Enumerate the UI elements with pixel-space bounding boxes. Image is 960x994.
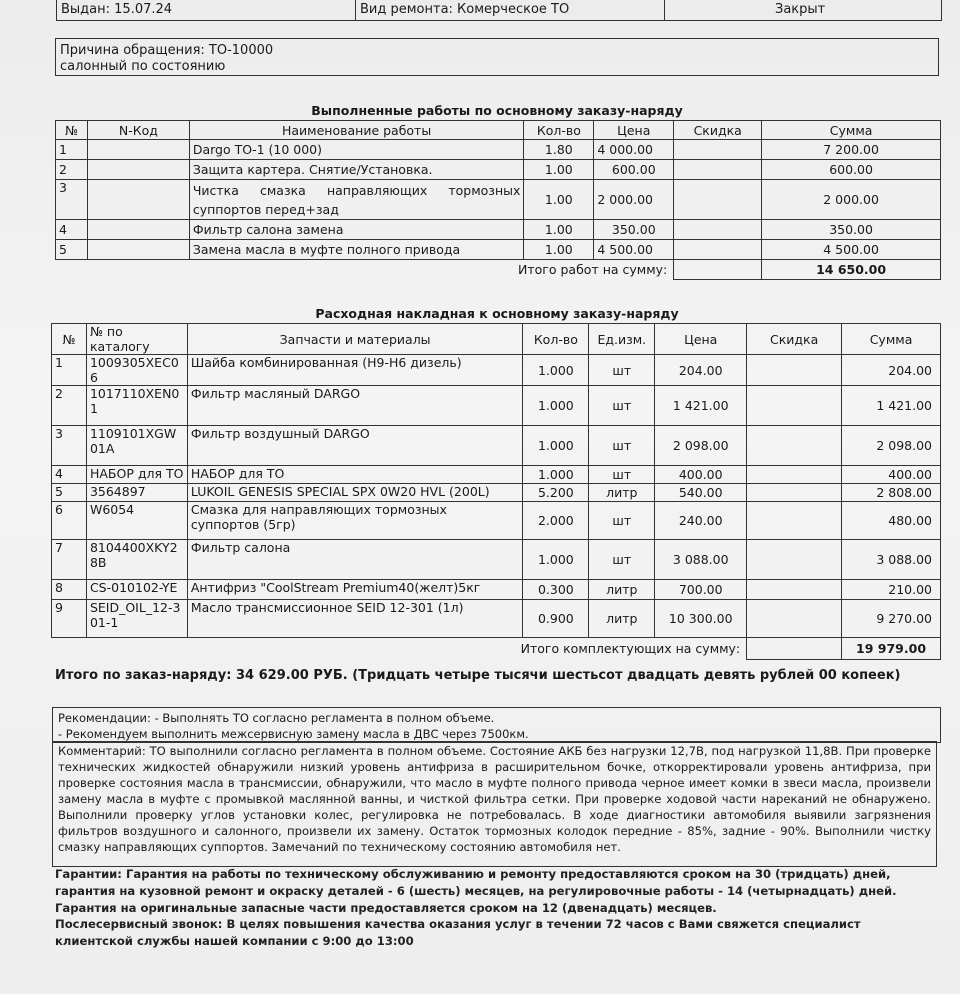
table-row — [52, 502, 941, 540]
grand-total: Итого по заказ-наряду: 34 629.00 РУБ. (Тридцать четыре тысячи шестьсот двадцать девять рублей 00 копеек) — [55, 668, 901, 683]
col-qty: Кол-во — [523, 324, 589, 355]
table-row — [52, 580, 941, 600]
cell-code — [87, 140, 189, 160]
works-table — [55, 120, 941, 280]
cell-price: 10 300.00 — [655, 600, 747, 638]
cell-name: LUKOIL GENESIS SPECIAL SPX 0W20 HVL (200L) — [187, 484, 523, 502]
cell-name: Замена масла в муфте полного привода — [189, 240, 524, 260]
works-total-row — [56, 260, 941, 280]
cell-catalog: 1009305XEC06 — [86, 355, 187, 386]
col-sum: Сумма — [842, 324, 941, 355]
cell-unit: литр — [589, 484, 655, 502]
header-row — [56, 0, 942, 21]
cell-unit: шт — [589, 502, 655, 540]
cell-qty: 1.00 — [524, 160, 594, 180]
cell-qty: 1.00 — [524, 180, 594, 220]
cell-name: Чистка смазка направляющих тормозных суппортов перед+зад — [189, 180, 524, 220]
cell-num: 7 — [52, 540, 87, 580]
cell-code — [87, 220, 189, 240]
cell-qty: 0.900 — [523, 600, 589, 638]
recommendations-box — [52, 707, 941, 743]
cell-qty: 1.00 — [524, 220, 594, 240]
cell-name: Фильтр воздушный DARGO — [187, 426, 523, 466]
cell-price: 2 098.00 — [655, 426, 747, 466]
cell-sum: 7 200.00 — [762, 140, 941, 160]
cell-qty: 1.000 — [523, 466, 589, 484]
cell-name: Шайба комбинированная (Н9-Н6 дизель) — [187, 355, 523, 386]
cell-name: Dargo ТО-1 (10 000) — [189, 140, 524, 160]
col-price: Цена — [655, 324, 747, 355]
cell-price: 400.00 — [655, 466, 747, 484]
works-header-row — [56, 121, 941, 140]
col-num: № — [52, 324, 87, 355]
cell-discount — [747, 355, 842, 386]
col-unit: Ед.изм. — [589, 324, 655, 355]
cell-sum: 350.00 — [762, 220, 941, 240]
comment-box — [52, 741, 937, 867]
warranty-text — [55, 866, 925, 917]
cell-price: 1 421.00 — [655, 386, 747, 426]
service-call-text — [55, 916, 925, 950]
recommendation-line-2: - Рекомендуем выполнить межсервисную замену масла в ДВС через 7500км. — [58, 727, 529, 741]
cell-num: 3 — [56, 180, 88, 220]
cell-name: Антифриз "CoolStream Premium40(желт)5кг — [187, 580, 523, 600]
cell-discount — [747, 600, 842, 638]
cell-sum: 9 270.00 — [842, 600, 941, 638]
cell-sum: 2 808.00 — [842, 484, 941, 502]
cell-qty: 0.300 — [523, 580, 589, 600]
cell-price: 240.00 — [655, 502, 747, 540]
cell-num: 2 — [56, 160, 88, 180]
cell-price: 4 000.00 — [594, 140, 674, 160]
cell-discount — [747, 502, 842, 540]
cell-num: 5 — [52, 484, 87, 502]
cell-discount — [747, 386, 842, 426]
recommendation-line-1: Рекомендации: - Выполнять ТО согласно регламента в полном объеме. — [58, 711, 495, 725]
cell-unit: литр — [589, 600, 655, 638]
cell-sum: 2 098.00 — [842, 426, 941, 466]
cell-catalog: 1017110XEN01 — [86, 386, 187, 426]
cell-qty: 1.000 — [523, 426, 589, 466]
cell-discount — [747, 484, 842, 502]
reason-line-1: Причина обращения: ТО-10000 — [60, 43, 274, 58]
cell-discount — [747, 580, 842, 600]
cell-sum: 204.00 — [842, 355, 941, 386]
table-row — [52, 466, 941, 484]
cell-discount — [674, 220, 762, 240]
works-total-value: 14 650.00 — [762, 260, 941, 280]
col-discount: Скидка — [747, 324, 842, 355]
col-num: № — [56, 121, 88, 140]
parts-title: Расходная накладная к основному заказу-наряду — [315, 306, 679, 321]
cell-qty: 1.80 — [524, 140, 594, 160]
parts-total-label: Итого комплектующих на сумму: — [520, 641, 741, 657]
cell-price: 700.00 — [655, 580, 747, 600]
cell-price: 4 500.00 — [594, 240, 674, 260]
table-row — [56, 160, 941, 180]
works-total-label: Итого работ на сумму: — [518, 262, 668, 278]
cell-code — [87, 240, 189, 260]
cell-catalog: W6054 — [86, 502, 187, 540]
cell-catalog: 3564897 — [86, 484, 187, 502]
col-sum: Сумма — [762, 121, 941, 140]
cell-price: 350.00 — [594, 220, 674, 240]
cell-discount — [674, 240, 762, 260]
cell-catalog: CS-010102-YE — [86, 580, 187, 600]
cell-qty: 1.000 — [523, 355, 589, 386]
cell-price: 540.00 — [655, 484, 747, 502]
cell-unit: шт — [589, 540, 655, 580]
col-part-name: Запчасти и материалы — [187, 324, 523, 355]
cell-catalog: НАБОР для ТО — [86, 466, 187, 484]
table-row — [52, 426, 941, 466]
cell-price: 600.00 — [594, 160, 674, 180]
cell-unit: литр — [589, 580, 655, 600]
cell-discount — [674, 160, 762, 180]
parts-header-row — [52, 324, 941, 355]
cell-name: Фильтр салона замена — [189, 220, 524, 240]
reason-box — [55, 38, 939, 76]
cell-discount — [747, 540, 842, 580]
cell-sum: 2 000.00 — [762, 180, 941, 220]
cell-unit: шт — [589, 466, 655, 484]
cell-sum: 3 088.00 — [842, 540, 941, 580]
works-title: Выполненные работы по основному заказу-наряду — [311, 103, 683, 118]
cell-discount — [674, 180, 762, 220]
col-code: N-Код — [87, 121, 189, 140]
cell-name: Защита картера. Снятие/Установка. — [189, 160, 524, 180]
cell-price: 3 088.00 — [655, 540, 747, 580]
cell-unit: шт — [589, 426, 655, 466]
col-price: Цена — [594, 121, 674, 140]
cell-sum: 600.00 — [762, 160, 941, 180]
cell-num: 1 — [52, 355, 87, 386]
warranty-paragraph: Гарантии: Гарантия на работы по техническому обслуживанию и ремонту предоставляются сроком на 30 (тридцать) дней, гарантия на кузовной ремонт и окраску деталей - 6 (шесть) месяцев, на регулировочные работы - 14 (четырнадцать) дней. Гарантия на оригинальные запасные части предоставляется сроком на 12 (двенадцать) месяцев. — [55, 867, 897, 915]
table-row — [56, 220, 941, 240]
table-row — [52, 355, 941, 386]
cell-num: 4 — [52, 466, 87, 484]
reason-line-2: салонный по состоянию — [60, 59, 226, 74]
cell-code — [87, 180, 189, 220]
table-row — [52, 600, 941, 638]
issued-date: Выдан: 15.07.24 — [57, 0, 356, 20]
cell-catalog: 1109101XGW01A — [86, 426, 187, 466]
table-row — [56, 180, 941, 220]
cell-catalog: 8104400XKY28B — [86, 540, 187, 580]
table-row — [52, 386, 941, 426]
cell-num: 1 — [56, 140, 88, 160]
table-row — [56, 140, 941, 160]
cell-discount — [674, 140, 762, 160]
table-row — [52, 540, 941, 580]
cell-price: 204.00 — [655, 355, 747, 386]
table-row — [52, 484, 941, 502]
cell-name: Масло трансмиссионное SEID 12-301 (1л) — [187, 600, 523, 638]
cell-code — [87, 160, 189, 180]
cell-qty: 5.200 — [523, 484, 589, 502]
cell-unit: шт — [589, 386, 655, 426]
cell-unit: шт — [589, 355, 655, 386]
parts-table — [51, 323, 941, 660]
cell-sum: 1 421.00 — [842, 386, 941, 426]
cell-discount — [747, 426, 842, 466]
cell-qty: 2.000 — [523, 502, 589, 540]
cell-num: 8 — [52, 580, 87, 600]
cell-sum: 400.00 — [842, 466, 941, 484]
cell-name: Фильтр салона — [187, 540, 523, 580]
cell-num: 4 — [56, 220, 88, 240]
cell-sum: 210.00 — [842, 580, 941, 600]
cell-qty: 1.000 — [523, 386, 589, 426]
repair-type: Вид ремонта: Комерческое ТО — [356, 0, 665, 20]
cell-num: 5 — [56, 240, 88, 260]
cell-num: 9 — [52, 600, 87, 638]
table-row — [56, 240, 941, 260]
parts-total-value: 19 979.00 — [842, 638, 941, 660]
order-status: Закрыт — [775, 2, 826, 17]
cell-name: Смазка для направляющих тормозных суппортов (5гр) — [187, 502, 523, 540]
cell-name: Фильтр масляный DARGO — [187, 386, 523, 426]
cell-discount — [747, 466, 842, 484]
cell-sum: 4 500.00 — [762, 240, 941, 260]
cell-name: НАБОР для ТО — [187, 466, 523, 484]
service-call-paragraph: Послесервисный звонок: В целях повышения качества оказания услуг в течении 72 часов с Вами свяжется специалист клиентской службы нашей компании с 9:00 до 13:00 — [55, 917, 861, 948]
col-qty: Кол-во — [524, 121, 594, 140]
comment-text: Комментарий: ТО выполнили согласно регламента в полном объеме. Состояние АКБ без нагрузки 12,7В, под нагрузкой 11,8В. При проверке технических жидкостей обнаружили низкий уровень антифриза в расширительном бочке, откорректировали уровень антифриза, при проверке состояния масла в трансмиссии, обнаружили, что масло в муфте полного привода черное имеет комки в звеси масла, произвели замену масла в муфте с промывкой маслянной ванны, и чисткой фильтра сетки. При проверке ходовой части нареканий не обнаружено. Выполнили проверку углов установки колес, регулировка не потребовалась. В ходе диагностики автомобиля выявили загрязнения фильтров воздушного и салонного, произвели их замену. Остаток тормозных колодок передние - 85%, задние - 90%. Выполнили чистку смазку направляющих суппортов. Замечаний по техническому состоянию автомобиля нет. — [58, 744, 931, 854]
col-catalog: № по каталогу — [86, 324, 187, 355]
cell-catalog: SEID_OIL_12-301-1 — [86, 600, 187, 638]
cell-num: 3 — [52, 426, 87, 466]
cell-num: 6 — [52, 502, 87, 540]
cell-num: 2 — [52, 386, 87, 426]
col-discount: Скидка — [674, 121, 762, 140]
cell-price: 2 000.00 — [594, 180, 674, 220]
cell-qty: 1.000 — [523, 540, 589, 580]
cell-sum: 480.00 — [842, 502, 941, 540]
col-work-name: Наименование работы — [189, 121, 524, 140]
cell-qty: 1.00 — [524, 240, 594, 260]
parts-total-row — [52, 638, 941, 660]
